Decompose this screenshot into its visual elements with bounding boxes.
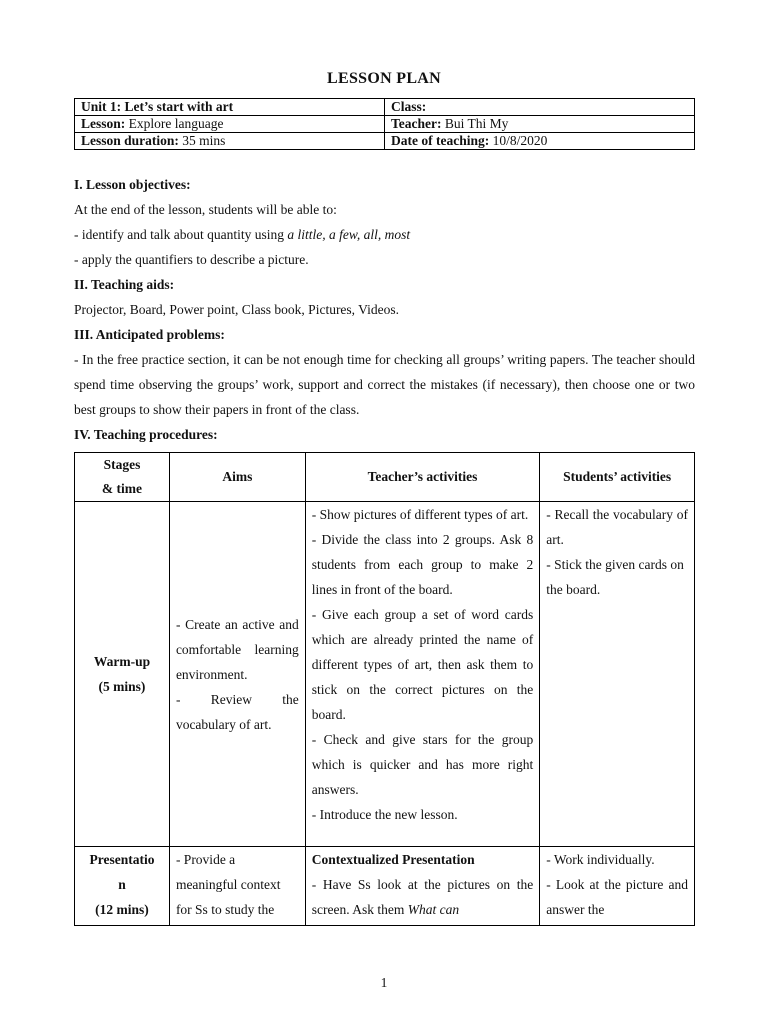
presentation-teacher-italic: What can: [407, 902, 460, 917]
warmup-teacher-activity: - Show pictures of different types of art.: [311, 507, 529, 522]
objective-item: - apply the quantifiers to describe a picture.: [74, 252, 309, 267]
presentation-stage-line1: Presentatio: [89, 852, 155, 867]
teacher-cell: [385, 116, 695, 133]
problems-text: - In the free practice section, it can be not enough time for checking all groups’ writing papers. The teacher should spend time observing the groups’ work, support and correct the mistakes (if necessary), then choose one or two best groups to show their papers in front of the class.: [74, 352, 695, 417]
teacher-label: Teacher:: [391, 116, 442, 131]
header-teacher: Teacher’s activities: [305, 453, 540, 502]
warmup-student-activity: - Stick the given cards on the board.: [546, 557, 684, 597]
presentation-stage-cell: [75, 847, 170, 926]
procedures-header-row: [75, 453, 695, 502]
page-title: LESSON PLAN: [327, 70, 441, 87]
warmup-student-activity: - Recall the vocabulary of art.: [546, 507, 688, 547]
presentation-students-cell: [540, 847, 695, 926]
warmup-teacher-cell: [305, 502, 540, 847]
info-row: [75, 116, 695, 133]
header-stages-line2: & time: [101, 481, 143, 496]
presentation-aims-cell: [169, 847, 305, 926]
aids-heading: II. Teaching aids:: [74, 277, 175, 292]
problems-heading: III. Anticipated problems:: [74, 327, 225, 342]
presentation-student-activity: - Look at the picture and answer the: [546, 877, 688, 917]
header-students: Students’ activities: [540, 453, 695, 502]
warmup-teacher-activity: - Divide the class into 2 groups. Ask 8 students from each group to make 2 lines in front of the board.: [311, 532, 534, 597]
presentation-student-activity: - Work individually.: [546, 852, 655, 867]
objectives-intro: At the end of the lesson, students will be able to:: [74, 202, 337, 217]
date-cell: [385, 133, 695, 150]
header-stages: [75, 453, 170, 502]
presentation-stage-line2: n: [118, 877, 126, 892]
duration-label: Lesson duration:: [81, 133, 179, 148]
presentation-teacher-text: - Have Ss look at the pictures on the screen. Ask them: [311, 877, 534, 917]
warmup-aim: - Create an active and comfortable learning environment.: [175, 616, 299, 682]
presentation-teacher-heading: Contextualized Presentation: [311, 852, 475, 867]
lesson-cell: [75, 116, 385, 133]
presentation-row: [75, 847, 695, 926]
teacher-value: Bui Thi My: [441, 116, 509, 131]
warmup-aim: - Review the vocabulary of art.: [175, 691, 299, 732]
header-aims: Aims: [169, 453, 305, 502]
duration-cell: [75, 133, 385, 150]
info-row: [75, 133, 695, 150]
warmup-time: (5 mins): [98, 679, 146, 694]
unit-cell: Unit 1: Let’s start with art: [75, 99, 385, 116]
objective-item-italic: a little, a few, all, most: [287, 227, 411, 242]
presentation-aim: - Provide a meaningful context for Ss to study the: [175, 852, 281, 917]
warmup-teacher-activity: - Introduce the new lesson.: [311, 807, 458, 822]
presentation-teacher-activity: [312, 872, 534, 922]
info-row: [75, 99, 695, 116]
warmup-stage-cell: [75, 502, 170, 847]
class-cell: Class:: [385, 99, 695, 116]
objectives-heading: I. Lesson objectives:: [74, 177, 191, 192]
warmup-stage: Warm-up: [93, 654, 151, 669]
presentation-time: (12 mins): [95, 902, 149, 917]
procedures-heading: IV. Teaching procedures:: [74, 427, 218, 442]
warmup-teacher-activity: - Check and give stars for the group which is quicker and has more right answers.: [311, 732, 534, 797]
warmup-row: [75, 502, 695, 847]
procedures-table: [74, 452, 695, 926]
duration-value: 35 mins: [178, 133, 226, 148]
warmup-students-cell: [540, 502, 695, 847]
warmup-aims-cell: [169, 502, 305, 847]
page-number: 1: [380, 975, 388, 990]
aids-text: Projector, Board, Power point, Class book, Pictures, Videos.: [74, 302, 399, 317]
lesson-body: [74, 172, 695, 447]
presentation-teacher-cell: [305, 847, 540, 926]
date-label: Date of teaching:: [391, 133, 490, 148]
warmup-teacher-activity: - Give each group a set of word cards which are already printed the name of different types of art, then ask them to stick on the correct pictures on the board.: [311, 607, 534, 722]
objective-item-text: - identify and talk about quantity using: [74, 227, 288, 242]
header-stages-line1: Stages: [103, 457, 141, 472]
lesson-value: Explore language: [125, 116, 224, 131]
objective-item: [74, 222, 695, 247]
lesson-label: Lesson:: [81, 116, 126, 131]
lesson-info-table: [74, 98, 695, 150]
date-value: 10/8/2020: [489, 133, 548, 148]
